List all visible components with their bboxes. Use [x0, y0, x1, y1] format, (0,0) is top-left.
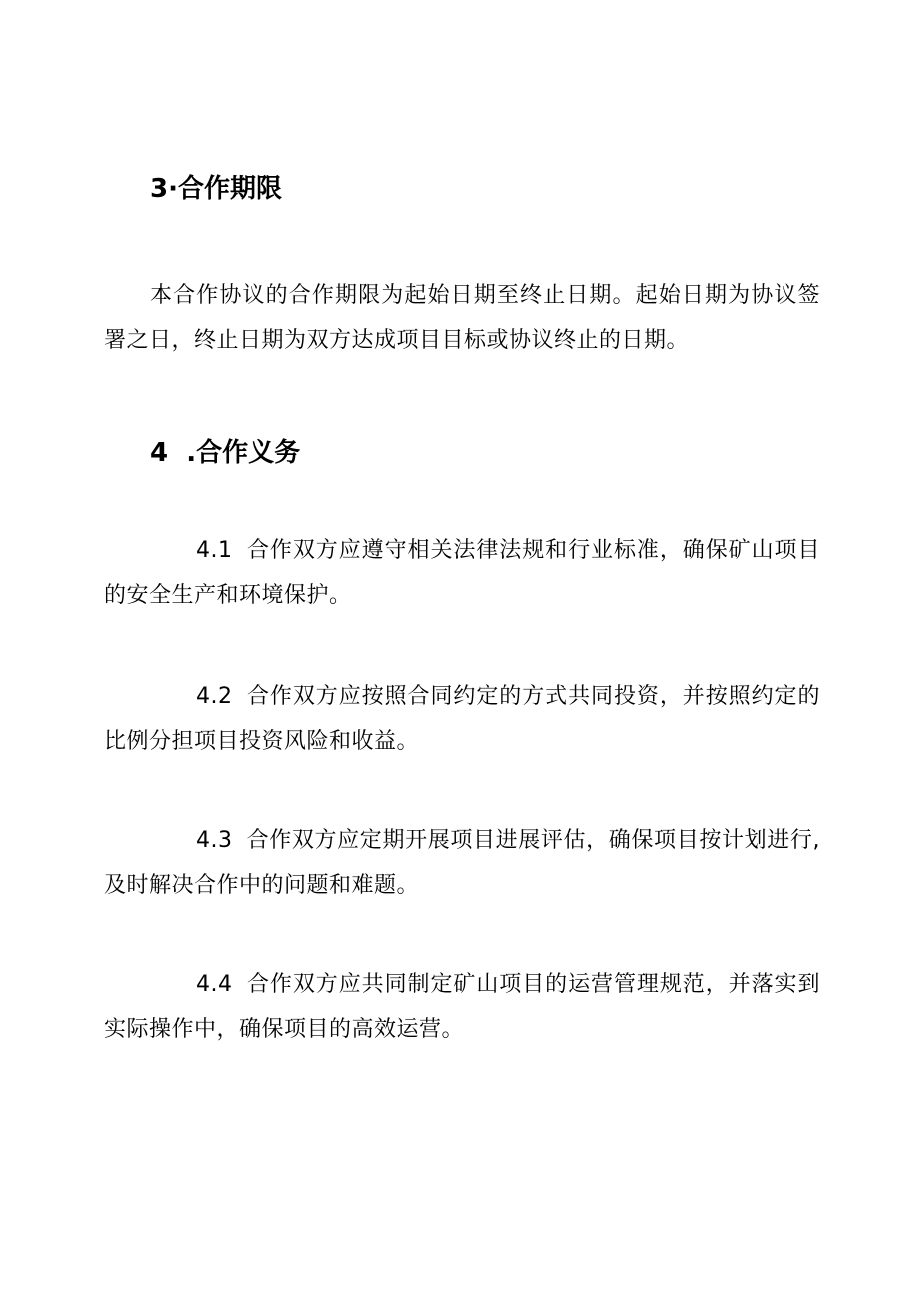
clause-text: 合作双方应遵守相关法律法规和行业标准，确保矿山项目的安全生产和环境保护。 [104, 538, 820, 608]
clause-number: 4.4 [196, 972, 233, 997]
clause-4-4 [104, 962, 820, 1052]
clause-4-2 [104, 674, 820, 764]
clause-text: 合作双方应按照合同约定的方式共同投资，并按照约定的比例分担项目投资风险和收益。 [104, 684, 820, 754]
clause-number: 4.3 [196, 828, 233, 853]
section-3-paragraph: 本合作协议的合作期限为起始日期至终止日期。起始日期为协议签署之日，终止日期为双方达成项目目标或协议终止的日期。 [104, 283, 820, 353]
clause-number: 4.1 [196, 538, 233, 563]
clause-text: 合作双方应共同制定矿山项目的运营管理规范，并落实到实际操作中，确保项目的高效运营。 [104, 972, 820, 1042]
clause-4-1 [104, 528, 820, 618]
clause-4-3 [104, 818, 820, 908]
clause-number: 4.2 [196, 684, 233, 709]
section-4-heading: 4 .合作义务 [150, 438, 301, 468]
clause-text: 合作双方应定期开展项目进展评估，确保项目按计划进行, 及时解决合作中的问题和难题。 [104, 828, 820, 898]
section-3-heading: 3·合作期限 [150, 174, 282, 204]
